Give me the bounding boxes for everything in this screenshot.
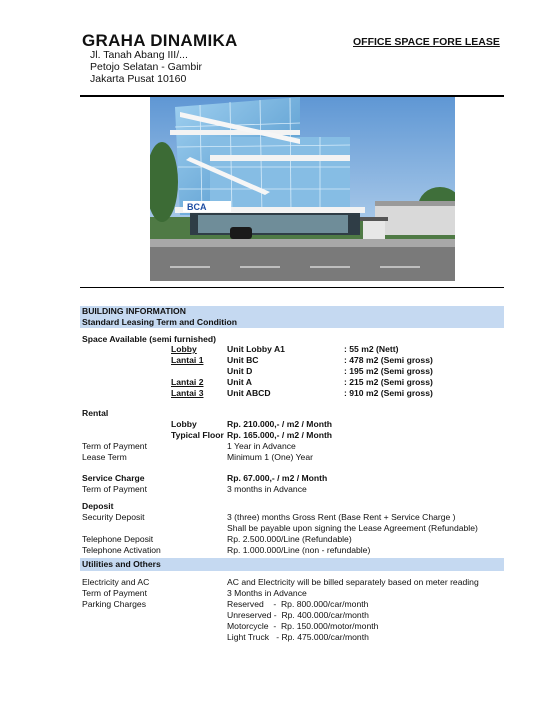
space-size: : 195 m2 (Semi gross) [344,366,433,376]
electricity-label: Electricity and AC [82,577,150,587]
lease-term-label: Lease Term [82,452,127,462]
security-deposit-value: 3 (three) months Gross Rent (Base Rent + Service Charge ) [227,512,456,522]
service-payment-label: Term of Payment [82,484,147,494]
building-photo [150,97,455,281]
parking-motorcycle: Motorcycle - Rp. 150.000/motor/month [227,621,379,631]
bca-sign: BCA [187,202,207,212]
address-line-3: Jakarta Pusat 10160 [90,73,187,85]
parking-light-truck: Light Truck - Rp. 475.000/car/month [227,632,369,642]
rental-lobby-value: Rp. 210.000,- / m2 / Month [227,419,333,429]
offer-title: OFFICE SPACE FORE LEASE [353,36,500,48]
space-floor: Lantai 1 [171,355,204,365]
rental-lobby-label: Lobby [171,419,197,429]
rental-payment-label: Term of Payment [82,441,147,451]
space-unit: Unit D [227,366,253,376]
utilities-heading: Utilities and Others [82,559,161,569]
rental-typical-value: Rp. 165.000,- / m2 / Month [227,430,333,440]
parking-unreserved: Unreserved - Rp. 400.000/car/month [227,610,369,620]
space-unit: Unit Lobby A1 [227,344,285,354]
telephone-activation-label: Telephone Activation [82,545,161,555]
telephone-deposit-label: Telephone Deposit [82,534,154,544]
rental-typical-label: Typical Floor [171,430,224,440]
space-unit: Unit A [227,377,252,387]
parking-label: Parking Charges [82,599,147,609]
telephone-activation-value: Rp. 1.000.000/Line (non - refundable) [227,545,371,555]
address-line-2: Petojo Selatan - Gambir [90,61,203,73]
deposit-heading: Deposit [82,501,114,511]
building-info-heading: BUILDING INFORMATION [82,306,186,316]
lease-term-value: Minimum 1 (One) Year [227,452,313,462]
telephone-deposit-value: Rp. 2.500.000/Line (Refundable) [227,534,352,544]
space-available-heading: Space Available (semi furnished) [82,334,217,344]
electricity-value: AC and Electricity will be billed separately based on meter reading [227,577,479,587]
space-floor: Lantai 2 [171,377,204,387]
rental-heading: Rental [82,408,109,418]
space-size: : 910 m2 (Semi gross) [344,388,433,398]
rental-payment-value: 1 Year in Advance [227,441,296,451]
space-unit: Unit ABCD [227,388,271,398]
service-payment-value: 3 months in Advance [227,484,307,494]
service-charge-value: Rp. 67.000,- / m2 / Month [227,473,328,483]
space-floor: Lantai 3 [171,388,204,398]
security-deposit-label: Security Deposit [82,512,145,522]
space-size: : 215 m2 (Semi gross) [344,377,433,387]
standard-terms-heading: Standard Leasing Term and Condition [82,317,238,327]
space-size: : 478 m2 (Semi gross) [344,355,433,365]
service-charge-heading: Service Charge [82,473,145,483]
space-unit: Unit BC [227,355,259,365]
space-size: : 55 m2 (Nett) [344,344,399,354]
utilities-payment-label: Term of Payment [82,588,147,598]
address-line-1: Jl. Tanah Abang III/... [90,49,188,61]
building-name: GRAHA DINAMIKA [82,31,238,50]
security-deposit-note: Shall be payable upon signing the Lease Agreement (Refundable) [227,523,478,533]
utilities-payment-value: 3 Months in Advance [227,588,307,598]
space-floor: Lobby [171,344,197,354]
parking-reserved: Reserved - Rp. 800.000/car/month [227,599,369,609]
photo-divider [80,287,504,288]
